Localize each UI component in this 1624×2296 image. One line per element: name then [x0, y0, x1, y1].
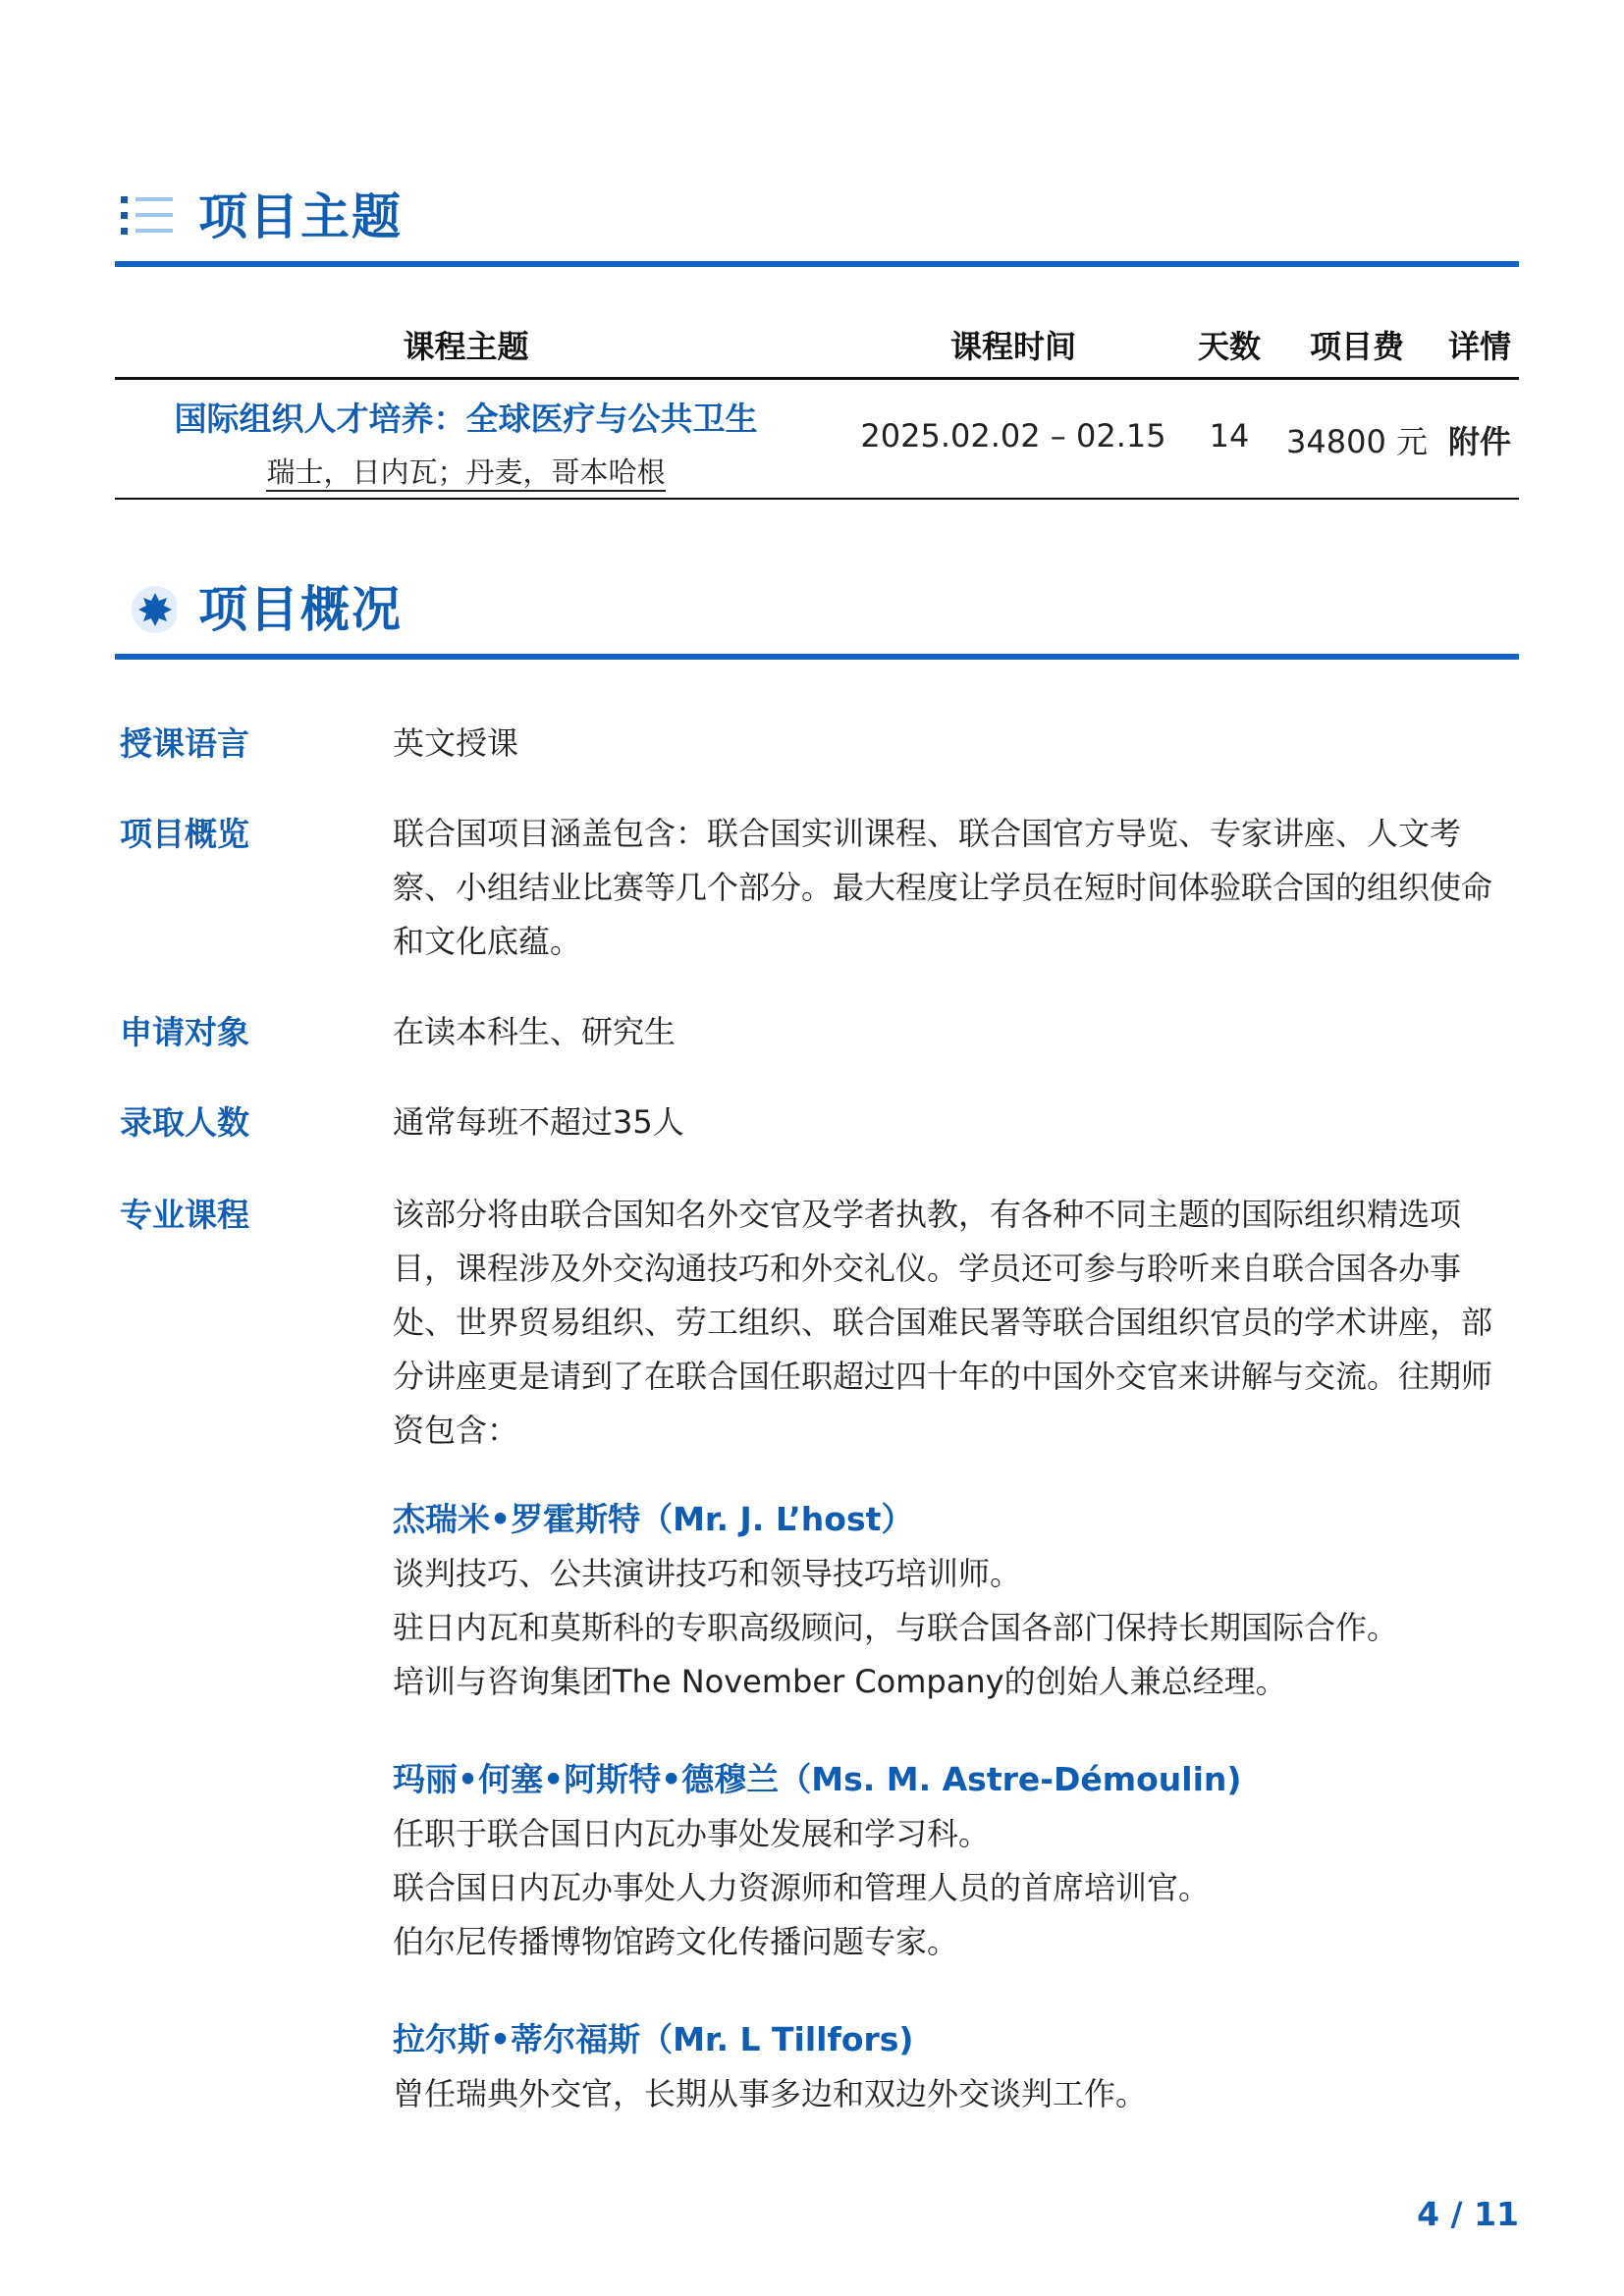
info-line: 和文化底蕴。	[393, 923, 582, 960]
course-fee: 34800 元	[1286, 423, 1428, 460]
details-link[interactable]: 附件	[1447, 423, 1511, 460]
header-days: 天数	[1197, 328, 1261, 365]
section-header-project-overview	[115, 567, 1519, 652]
info-label: 项目概览	[120, 815, 249, 853]
info-label: 录取人数	[120, 1103, 249, 1142]
info-line: 目，课程涉及外交沟通技巧和外交礼仪。学员还可参与聆听来自联合国各办事	[393, 1250, 1462, 1287]
teacher-block	[393, 1752, 1522, 1969]
section-title: 项目主题	[198, 188, 403, 245]
course-days: 14	[1209, 417, 1250, 454]
info-line: 分讲座更是请到了在联合国任职超过四十年的中国外交官来讲解与交流。往期师	[393, 1358, 1493, 1395]
info-line: 联合国项目涵盖包含：联合国实训课程、联合国官方导览、专家讲座、人文考	[393, 815, 1462, 852]
teacher-line: 曾任瑞典外交官，长期从事多边和双边外交谈判工作。	[393, 2075, 1148, 2112]
info-line: 察、小组结业比赛等几个部分。最大程度让学员在短时间体验联合国的组织使命	[393, 869, 1493, 906]
course-time: 2025.02.02 – 02.15	[860, 417, 1166, 454]
info-value	[393, 717, 1522, 771]
teacher-line: 驻日内瓦和莫斯科的专职高级顾问，与联合国各部门保持长期国际合作。	[393, 1609, 1399, 1646]
info-line: 资包含：	[393, 1412, 519, 1449]
info-label: 授课语言	[120, 724, 249, 763]
info-label: 申请对象	[120, 1013, 249, 1051]
info-line: 该部分将由联合国知名外交官及学者执教，有各种不同主题的国际组织精选项	[393, 1196, 1462, 1233]
table-header	[115, 310, 1519, 380]
course-title: 国际组织人才培养：全球医疗与公共卫生	[174, 400, 758, 438]
list-icon	[118, 192, 177, 241]
teacher-block	[393, 1492, 1522, 1709]
teacher-line: 培训与咨询集团The November Company的创始人兼总经理。	[393, 1663, 1287, 1700]
header-details: 详情	[1447, 328, 1511, 365]
teacher-block	[393, 2012, 1522, 2121]
info-value	[393, 1005, 1522, 1059]
teacher-line: 谈判技巧、公共演讲技巧和领导技巧培训师。	[393, 1555, 1022, 1592]
teacher-name: 拉尔斯•蒂尔福斯（Mr. L Tillfors)	[393, 2020, 914, 2058]
info-value	[393, 1095, 1522, 1149]
course-table	[115, 310, 1519, 500]
info-value	[393, 1188, 1522, 1458]
section-rule	[115, 654, 1519, 660]
header-course-theme: 课程主题	[403, 328, 529, 365]
info-line: 通常每班不超过35人	[393, 1103, 684, 1141]
course-location-link[interactable]: 瑞士，日内瓦；丹麦，哥本哈根	[266, 455, 665, 492]
table-row	[115, 380, 1519, 500]
teacher-name: 杰瑞米•罗霍斯特（Mr. J. L’host）	[393, 1500, 914, 1538]
info-line: 在读本科生、研究生	[393, 1013, 677, 1050]
info-label: 专业课程	[120, 1196, 249, 1234]
teacher-line: 任职于联合国日内瓦办事处发展和学习科。	[393, 1815, 991, 1852]
info-line: 英文授课	[393, 724, 519, 762]
page-number: 4 / 11	[1417, 2195, 1519, 2233]
info-value	[393, 807, 1522, 969]
teacher-line: 伯尔尼传播博物馆跨文化传播问题专家。	[393, 1923, 959, 1960]
section-header-project-theme	[115, 175, 1519, 259]
header-course-time: 课程时间	[949, 328, 1076, 365]
teacher-name: 玛丽•何塞•阿斯特•德穆兰（Ms. M. Astre-Démoulin)	[393, 1760, 1242, 1798]
section-rule	[115, 261, 1519, 267]
info-line: 处、世界贸易组织、劳工组织、联合国难民署等联合国组织官员的学术讲座，部	[393, 1304, 1493, 1341]
badge-icon	[118, 585, 177, 634]
course-location[interactable]	[115, 451, 817, 491]
teacher-line: 联合国日内瓦办事处人力资源师和管理人员的首席培训官。	[393, 1869, 1211, 1906]
section-title: 项目概况	[198, 581, 403, 638]
header-fee: 项目费	[1309, 328, 1404, 365]
